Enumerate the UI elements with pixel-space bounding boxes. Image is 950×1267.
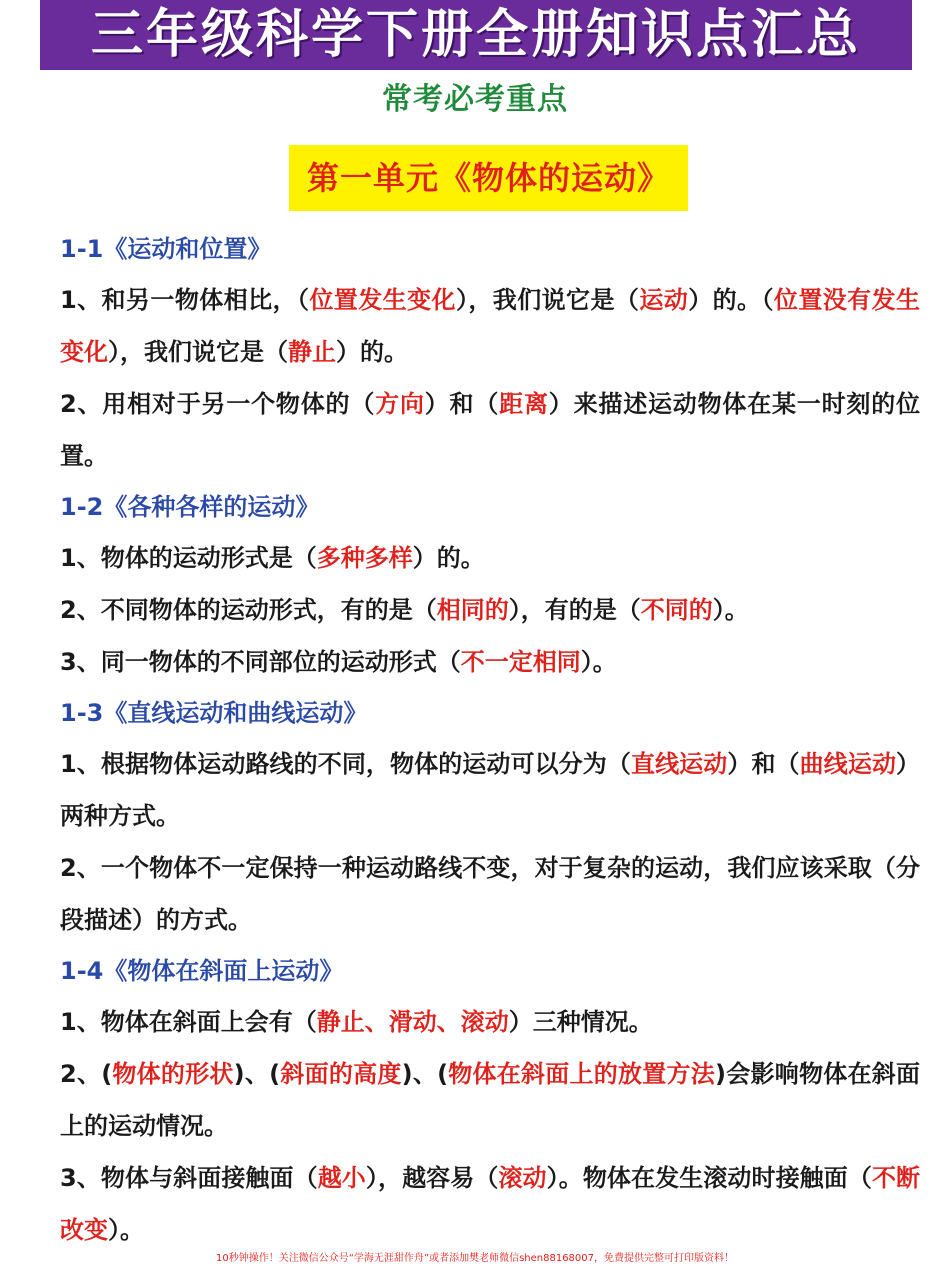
- statement-text: ）。: [712, 596, 749, 624]
- answer-text: 物体的形状: [112, 1060, 234, 1088]
- subtitle: 常考必考重点: [382, 82, 568, 117]
- answer-text: 位置没有发生变化: [60, 286, 921, 366]
- statement-text: )、(: [233, 1060, 281, 1088]
- section-heading: 1-1《运动和位置》: [60, 235, 272, 263]
- statement-text: 3、同一物体的不同部位的运动形式（: [60, 648, 461, 676]
- answer-text: 多种多样: [316, 544, 413, 572]
- statement-text: 1、物体的运动形式是（: [60, 544, 317, 572]
- answer-text: 方向: [375, 390, 425, 418]
- knowledge-point: [60, 532, 920, 584]
- statement-text: 1、物体在斜面上会有（: [60, 1008, 317, 1036]
- statement-text: ）三种情况。: [508, 1008, 653, 1036]
- section-heading: 1-3《直线运动和曲线运动》: [60, 699, 368, 727]
- statement-text: 2、不同物体的运动形式，有的是（: [60, 596, 437, 624]
- statement-text: ）的。: [412, 544, 485, 572]
- answer-text: 运动: [639, 286, 689, 314]
- knowledge-point: [60, 636, 920, 688]
- statement-text: )、(: [401, 1060, 449, 1088]
- knowledge-point: [60, 842, 920, 946]
- answer-text: 不一定相同: [460, 648, 581, 676]
- statement-text: ）和（: [424, 390, 500, 418]
- answer-text: 相同的: [436, 596, 509, 624]
- unit-title: 第一单元《物体的运动》: [289, 145, 688, 211]
- statement-text: ）。: [580, 648, 617, 676]
- statement-text: ）两种方式。: [60, 750, 921, 830]
- statement-text: ）。物体在发生滚动时接触面（: [546, 1164, 872, 1192]
- answer-text: 滚动: [498, 1164, 547, 1192]
- answer-text: 物体在斜面上的放置方法: [448, 1060, 716, 1088]
- answer-text: 斜面的高度: [280, 1060, 402, 1088]
- statement-text: ）来描述运动物体在某一时刻的位置。: [60, 390, 921, 470]
- knowledge-point: [60, 1152, 920, 1256]
- knowledge-point: [60, 738, 920, 842]
- answer-text: 静止、滑动、滚动: [316, 1008, 509, 1036]
- answer-text: 直线运动: [630, 750, 728, 778]
- footer-note: 10秒钟操作！关注微信公众号“学海无涯甜作舟”或者添加樊老师微信shen88168007，免费提供完整可打印版资料！: [215, 1253, 735, 1264]
- answer-text: 越小: [317, 1164, 366, 1192]
- statement-text: ）。: [108, 1216, 144, 1244]
- answer-text: 不断改变: [60, 1164, 921, 1244]
- statement-text: ）的。（: [688, 286, 774, 314]
- statement-text: )会影响物体在斜面上的运动情况。: [60, 1060, 921, 1140]
- statement-text: 1、根据物体运动路线的不同，物体的运动可以分为（: [60, 750, 631, 778]
- statement-text: ），我们说它是（: [108, 338, 288, 366]
- section-heading: 1-2《各种各样的运动》: [60, 493, 320, 521]
- knowledge-point: [60, 1048, 920, 1152]
- statement-text: ）和（: [727, 750, 800, 778]
- answer-text: 静止: [288, 338, 336, 366]
- knowledge-content: [60, 224, 920, 1256]
- knowledge-point: [60, 274, 920, 378]
- statement-text: ）的。: [336, 338, 408, 366]
- statement-text: 2、一个物体不一定保持一种运动路线不变，对于复杂的运动，我们应该采取（分段描述）的方式。: [60, 854, 920, 934]
- statement-text: ），我们说它是（: [455, 286, 640, 314]
- answer-text: 不同的: [640, 596, 713, 624]
- page-title-banner: [40, 0, 912, 70]
- knowledge-point: [60, 996, 920, 1048]
- answer-text: 曲线运动: [799, 750, 897, 778]
- statement-text: ），有的是（: [508, 596, 641, 624]
- statement-text: 1、和另一物体相比，（: [60, 286, 310, 314]
- statement-text: 2、用相对于另一个物体的（: [60, 390, 376, 418]
- knowledge-point: [60, 584, 920, 636]
- knowledge-point: [60, 378, 920, 482]
- statement-text: 3、物体与斜面接触面（: [60, 1164, 318, 1192]
- page-title: 三年级科学下册全册知识点汇总: [90, 5, 861, 65]
- answer-text: 距离: [499, 390, 549, 418]
- answer-text: 位置发生变化: [309, 286, 456, 314]
- section-heading: 1-4《物体在斜面上运动》: [60, 957, 344, 985]
- statement-text: 2、(: [60, 1060, 113, 1088]
- statement-text: ），越容易（: [365, 1164, 499, 1192]
